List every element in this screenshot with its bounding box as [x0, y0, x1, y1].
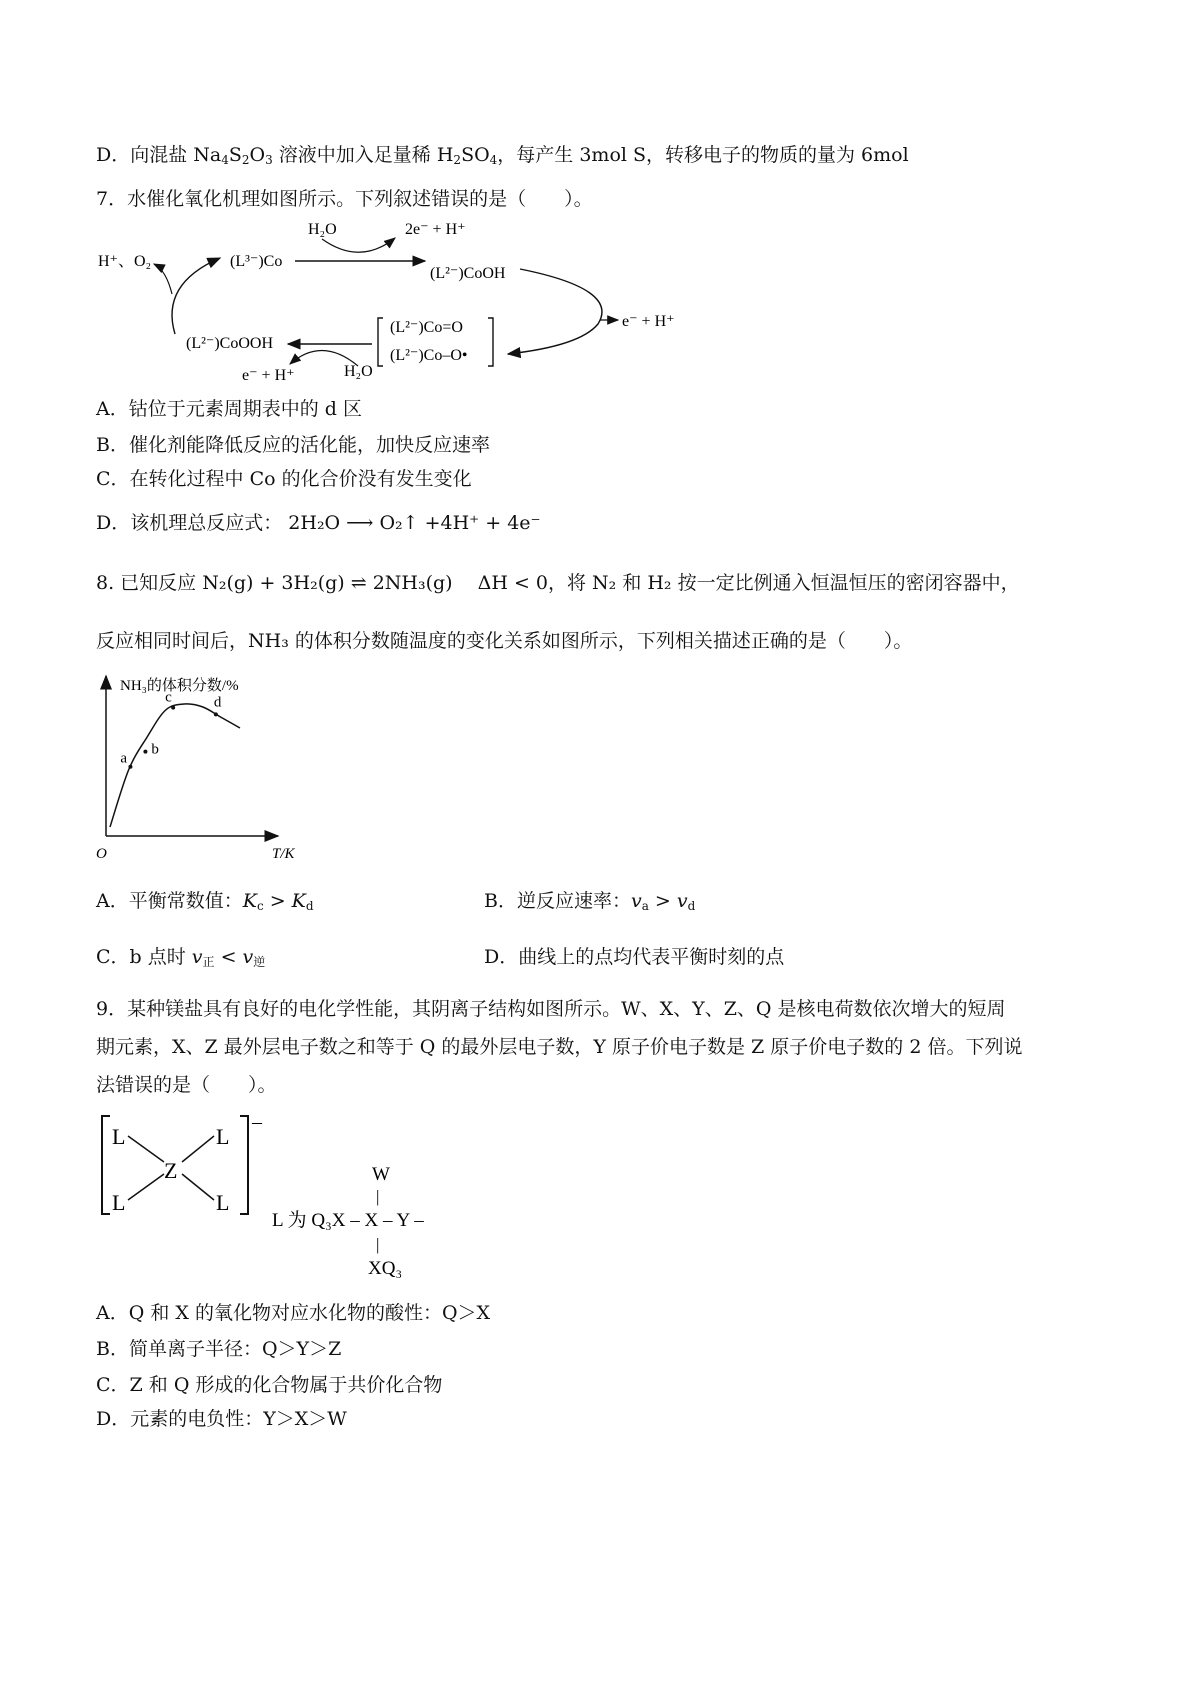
bond-tl — [128, 1136, 164, 1162]
h2o-bottom-label: H₂O — [344, 363, 373, 380]
arrow-cooh2-to-l3co — [172, 258, 220, 334]
q9-option-a: A．Q 和 X 的氧化物对应水化物的酸性：Q＞X — [96, 1302, 491, 1324]
point-b — [143, 750, 147, 754]
q7-stem: 7．水催化氧化机理如图所示。下列叙述错误的是（ ）。 — [96, 188, 593, 210]
point-label-d: d — [213, 694, 222, 711]
q9-option-c: C．Z 和 Q 形成的化合物属于共价化合物 — [96, 1374, 443, 1396]
bond-w-x: | — [376, 1187, 380, 1206]
left-bracket — [378, 318, 383, 366]
point-label-c: c — [165, 689, 172, 706]
q7-option-d — [96, 510, 541, 536]
q8-option-b: B．逆反应速率：$v_a > v_d$ — [484, 890, 696, 913]
q8-option-a: A．平衡常数值：$K_c > K_d$ — [96, 890, 314, 913]
cooh2-label: (L²⁻)CoOOH — [186, 335, 274, 352]
e2h-label: 2e⁻ + H⁺ — [405, 221, 466, 238]
atom-w: W — [372, 1164, 390, 1185]
q8-option-c: C．b 点时 $v_正 < v_逆$ — [96, 946, 266, 969]
q9-option-b: B．简单离子半径：Q＞Y＞Z — [96, 1338, 342, 1360]
ligand-top-right: L — [216, 1124, 230, 1149]
eh-bottom-label: e⁻ + H⁺ — [242, 367, 295, 384]
q8-option-d: D．曲线上的点均代表平衡时刻的点 — [484, 946, 785, 968]
point-d — [214, 712, 218, 716]
point-a — [128, 765, 132, 769]
eh-right-label: e⁻ + H⁺ — [622, 313, 675, 330]
q7-option-c: C．在转化过程中 Co 的化合价没有发生变化 — [96, 468, 472, 490]
q9-stem-line-1: 9．某种镁盐具有良好的电化学性能，其阴离子结构如图所示。W、X、Y、Z、Q 是核电荷数依次增大的短周 — [96, 998, 1006, 1020]
q9-stem — [96, 990, 1106, 1104]
q9-option-d: D．元素的电负性：Y＞X＞W — [96, 1408, 347, 1430]
structure-right-bracket — [240, 1116, 248, 1214]
point-label-b: b — [151, 741, 159, 758]
q8-stem-2: 反应相同时间后，NH₃ 的体积分数随温度的变化关系如图所示，下列相关描述正确的是（ ）。 — [96, 630, 913, 652]
point-label-a: a — [120, 750, 128, 767]
ligand-top-left: L — [112, 1124, 126, 1149]
arrow-to-h-o2 — [154, 264, 172, 294]
q6-option-d: D．向混盐 $Na_4S_2O_3$ 溶液中加入足量稀 $H_2SO_4$，每产生 3mol S，转移电子的物质的量为 6mol — [96, 144, 909, 167]
ligand-definition: L 为 Q₃X – X – Y – — [272, 1210, 424, 1231]
q7-option-b: B．催化剂能降低反应的活化能，加快反应速率 — [96, 434, 490, 456]
x-axis-label: T/K — [272, 846, 295, 862]
q9-stem-line-2: 期元素，X、Z 最外层电子数之和等于 Q 的最外层电子数，Y 原子价电子数是 Z 原子价电子数的 2 倍。下列说 — [96, 1036, 1023, 1058]
q7-option-d-prefix: D．该机理总反应式： — [96, 512, 283, 534]
q7-option-a: A．钴位于元素周期表中的 d 区 — [96, 398, 362, 420]
q9-anion-structure — [96, 1110, 476, 1290]
nh3-fraction-chart — [90, 668, 320, 866]
structure-left-bracket — [102, 1116, 110, 1214]
h2o-top-label: H₂O — [308, 221, 337, 238]
q9-stem-line-3: 法错误的是（ ）。 — [96, 1074, 277, 1096]
bond-br — [182, 1174, 214, 1200]
h-o2-label: H⁺、O₂ — [98, 253, 152, 270]
q8-stem-1: 8. 已知反应 N₂(g) + 3H₂(g) ⇌ 2NH₃(g) ΔH < 0，将 N₂ 和 H₂ 按一定比例通入恒温恒压的密闭容器中， — [96, 572, 1020, 594]
bond-bl — [128, 1174, 164, 1200]
ligand-bottom-left: L — [112, 1190, 126, 1215]
q7-option-d-equation: 2H₂O ⟶ O₂↑ +4H⁺ + 4e⁻ — [288, 512, 541, 534]
charge-label: – — [252, 1111, 262, 1133]
co-o-rad-label: (L²⁻)Co–O• — [390, 347, 468, 364]
bond-x-xq3: | — [376, 1235, 380, 1254]
point-c — [171, 706, 175, 710]
arrow-h2o-top — [322, 238, 395, 252]
co-o-label: (L²⁻)Co=O — [390, 319, 463, 336]
y-axis-label: NH₃的体积分数/% — [120, 678, 239, 694]
central-atom-z: Z — [164, 1158, 178, 1183]
bond-tr — [182, 1136, 214, 1162]
q7-mechanism-diagram — [90, 214, 710, 394]
right-bracket — [488, 318, 493, 366]
l3co-label: (L³⁻)Co — [230, 253, 283, 270]
origin-label: O — [96, 846, 107, 862]
group-xq3: XQ₃ — [368, 1258, 403, 1279]
arrow-cooh-to-coo — [508, 269, 602, 354]
l2cooh-label: (L²⁻)CoOH — [430, 265, 506, 282]
ligand-bottom-right: L — [216, 1190, 230, 1215]
